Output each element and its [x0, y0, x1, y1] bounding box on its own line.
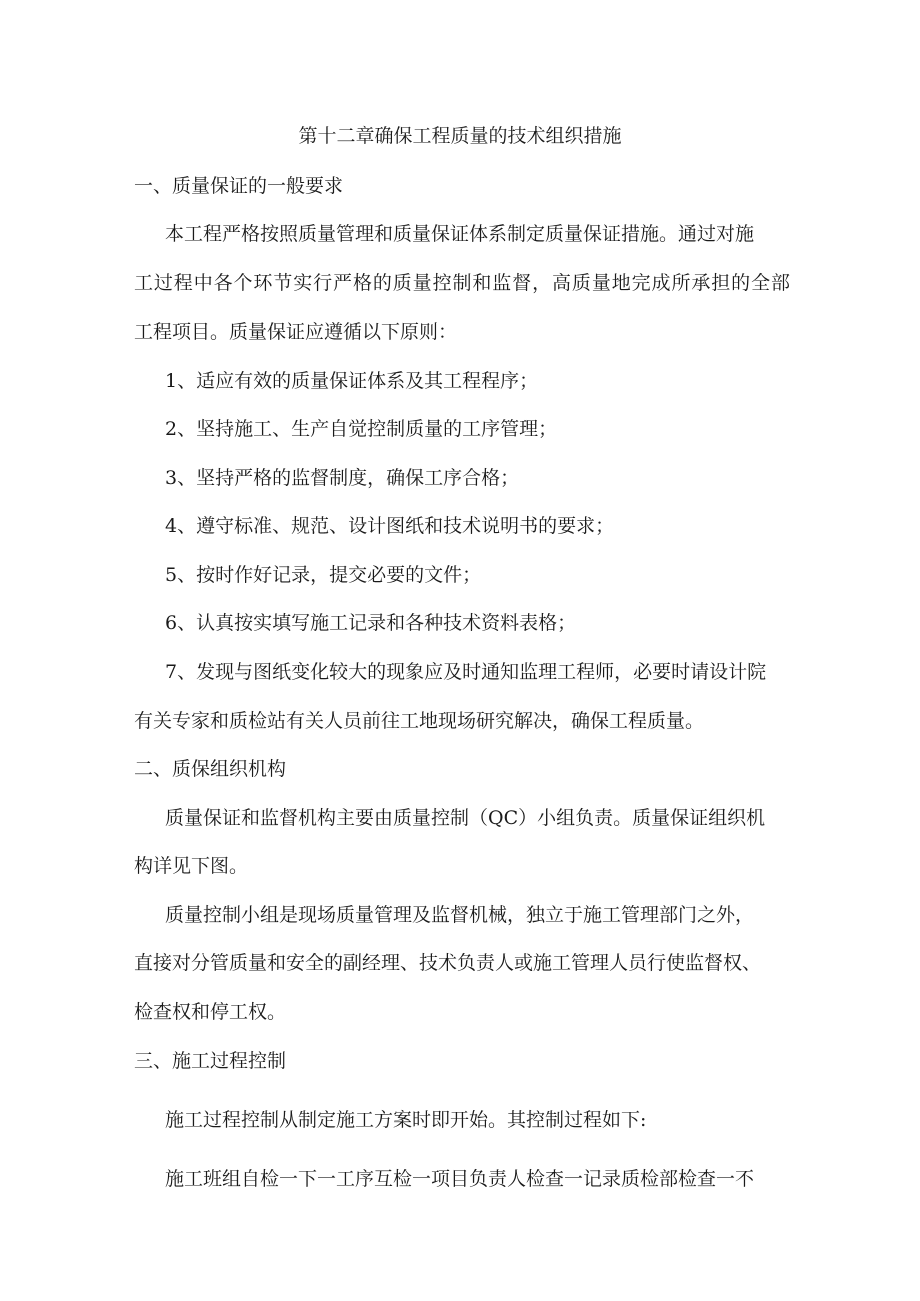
principle-item: 7、发现与图纸变化较大的现象应及时通知监理工程师，必要时请设计院	[165, 661, 767, 683]
page-title: 第十二章确保工程质量的技术组织措施	[298, 125, 622, 147]
principle-item: 4、遵守标准、规范、设计图纸和技术说明书的要求；	[165, 515, 615, 537]
principle-item: 3、坚持严格的监督制度，确保工序合格；	[165, 467, 520, 489]
section-2-paragraph-line: 检查权和停工权。	[134, 1001, 287, 1023]
section-1-paragraph-line: 本工程严格按照质量管理和质量保证体系制定质量保证措施。通过对施	[165, 223, 755, 245]
section-2-paragraph-line: 构详见下图。	[134, 855, 249, 877]
section-2-heading: 二、质保组织机构	[134, 758, 287, 780]
section-2-paragraph-line: 质量保证和监督机构主要由质量控制（QC）小组负责。质量保证组织机	[165, 807, 766, 829]
section-2-paragraph-line: 质量控制小组是现场质量管理及监督机械，独立于施工管理部门之外，	[165, 904, 755, 926]
section-3-paragraph: 施工过程控制从制定施工方案时即开始。其控制过程如下:	[165, 1109, 647, 1131]
principle-item: 6、认真按实填写施工记录和各种技术资料表格；	[165, 612, 577, 634]
section-1-paragraph-line: 工过程中各个环节实行严格的质量控制和监督，高质量地完成所承担的全部	[134, 272, 790, 294]
section-1-paragraph-line: 工程项目。质量保证应遵循以下原则：	[134, 321, 458, 343]
section-3-paragraph: 施工班组自检一下一工序互检一项目负责人检查一记录质检部检查一不	[165, 1168, 755, 1190]
principle-item: 1、适应有效的质量保证体系及其工程程序；	[165, 370, 539, 392]
section-3-heading: 三、施工过程控制	[134, 1050, 287, 1072]
principle-item: 2、坚持施工、生产自觉控制质量的工序管理；	[165, 418, 558, 440]
section-1-heading: 一、质量保证的一般要求	[134, 175, 344, 197]
section-2-paragraph-line: 直接对分管质量和安全的副经理、技术负责人或施工管理人员行使监督权、	[134, 952, 762, 974]
principle-item-continuation: 有关专家和质检站有关人员前往工地现场研究解决，确保工程质量。	[134, 710, 705, 732]
principle-item: 5、按时作好记录，提交必要的文件；	[165, 564, 482, 586]
